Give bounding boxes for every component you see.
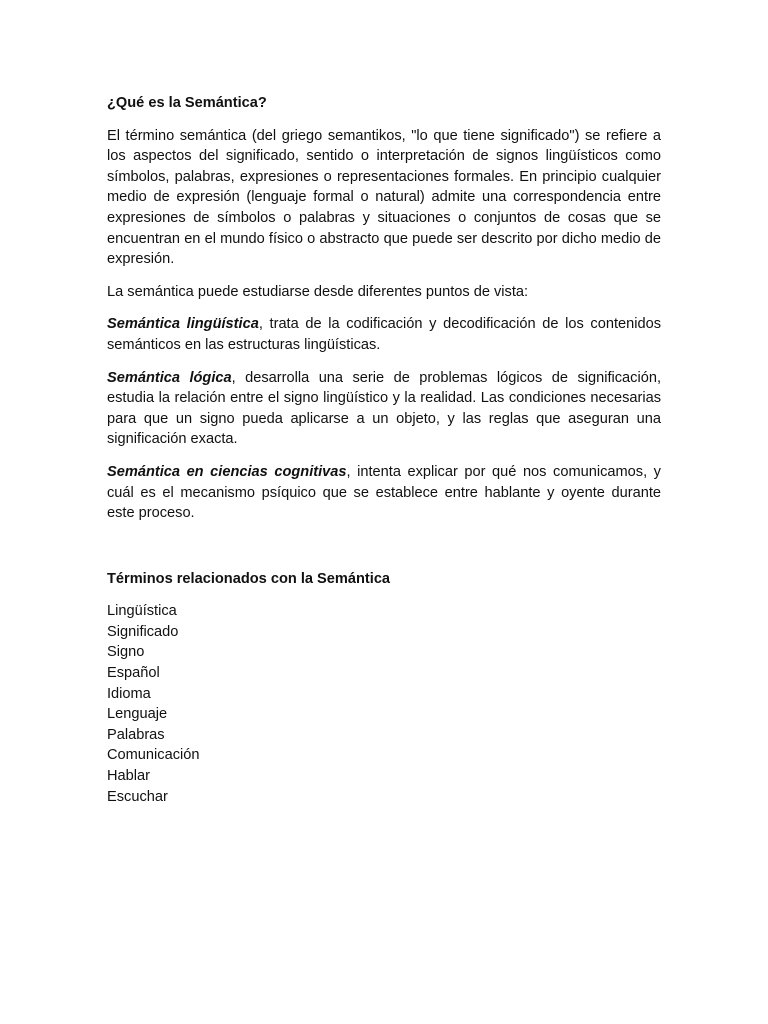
viewpoints-intro-paragraph: La semántica puede estudiarse desde diferentes puntos de vista: (107, 283, 529, 300)
viewpoint-text: , desarrolla una serie de problemas lógicos de significación, estudia la relación entre el signo lingüístico y la realidad. Las condiciones necesarias para que un signo pueda aplicarse a un objeto, y las reglas que aseguran una significación exacta. (107, 369, 661, 448)
viewpoint-term: Semántica lingüística (107, 316, 259, 333)
list-item: Español (107, 665, 160, 682)
section-heading-terminos: Términos relacionados con la Semántica (107, 570, 391, 587)
viewpoint-logica (107, 368, 661, 450)
list-item: Hablar (107, 768, 150, 785)
list-item: Lingüística (107, 603, 177, 620)
list-item: Idioma (107, 685, 151, 702)
viewpoint-term: Semántica lógica (107, 369, 232, 386)
list-item: Signo (107, 644, 145, 661)
list-item: Lenguaje (107, 706, 168, 723)
section-heading-que-es: ¿Qué es la Semántica? (107, 95, 267, 111)
list-item: Significado (107, 623, 179, 640)
viewpoint-text: , trata de la codificación y decodificación de los contenidos semánticos en las estructuras lingüísticas. (107, 316, 661, 353)
list-item: Palabras (107, 726, 165, 743)
intro-paragraph: El término semántica (del griego semantikos, "lo que tiene significado") se refiere a los aspectos del significado, sentido o interpretación de signos lingüísticos como símbolos, palabras, expresiones o representaciones formales. En principio cualquier medio de expresión (lenguaje formal o natural) admite una correspondencia entre expresiones de símbolos o palabras y situaciones o conjuntos de cosas que se encuentran en el mundo físico o abstracto que puede ser descrito por dicho medio de expresión. (107, 127, 661, 268)
viewpoint-cognitivas (107, 462, 661, 524)
list-item: Escuchar (107, 788, 168, 805)
viewpoint-term: Semántica en ciencias cognitivas (107, 463, 347, 480)
viewpoint-linguistica (107, 314, 661, 355)
document-page (107, 93, 661, 807)
related-terms-list (107, 601, 661, 807)
viewpoint-text: , intenta explicar por qué nos comunicamos, y cuál es el mecanismo psíquico que se establece entre hablante y oyente durante este proceso. (107, 463, 661, 522)
list-item: Comunicación (107, 747, 200, 764)
